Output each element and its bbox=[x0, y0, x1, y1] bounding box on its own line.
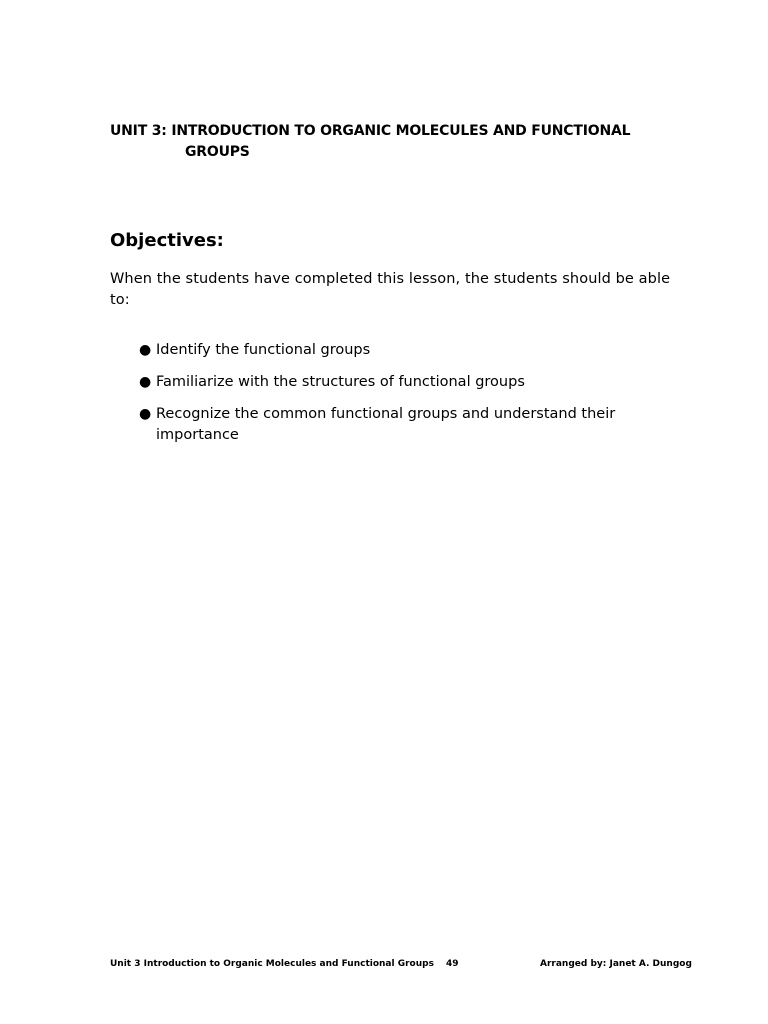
objective-item bbox=[139, 372, 659, 393]
unit-title-line-1: UNIT 3: INTRODUCTION TO ORGANIC MOLECULES AND FUNCTIONAL bbox=[110, 123, 631, 139]
footer-author: Arranged by: Janet A. Dungog bbox=[540, 959, 692, 969]
bullet-icon: ● bbox=[139, 374, 152, 390]
objectives-list bbox=[139, 340, 659, 457]
intro-paragraph: When the students have completed this lesson, the students should be able to: bbox=[110, 271, 671, 308]
objective-text: Familiarize with the structures of functional groups bbox=[156, 374, 525, 390]
bullet-icon: ● bbox=[139, 342, 152, 358]
objectives-heading: Objectives: bbox=[110, 230, 224, 251]
page-number: 49 bbox=[446, 959, 459, 969]
objective-item bbox=[139, 340, 659, 361]
objective-text: Identify the functional groups bbox=[156, 342, 371, 358]
unit-title-line-2: GROUPS bbox=[185, 144, 250, 160]
objective-text: Recognize the common functional groups and understand their importance bbox=[156, 406, 616, 443]
unit-title bbox=[110, 121, 690, 163]
page-footer bbox=[110, 957, 692, 971]
footer-unit-title: Unit 3 Introduction to Organic Molecules and Functional Groups bbox=[110, 959, 434, 969]
bullet-icon: ● bbox=[139, 406, 152, 422]
objective-item bbox=[139, 404, 659, 446]
